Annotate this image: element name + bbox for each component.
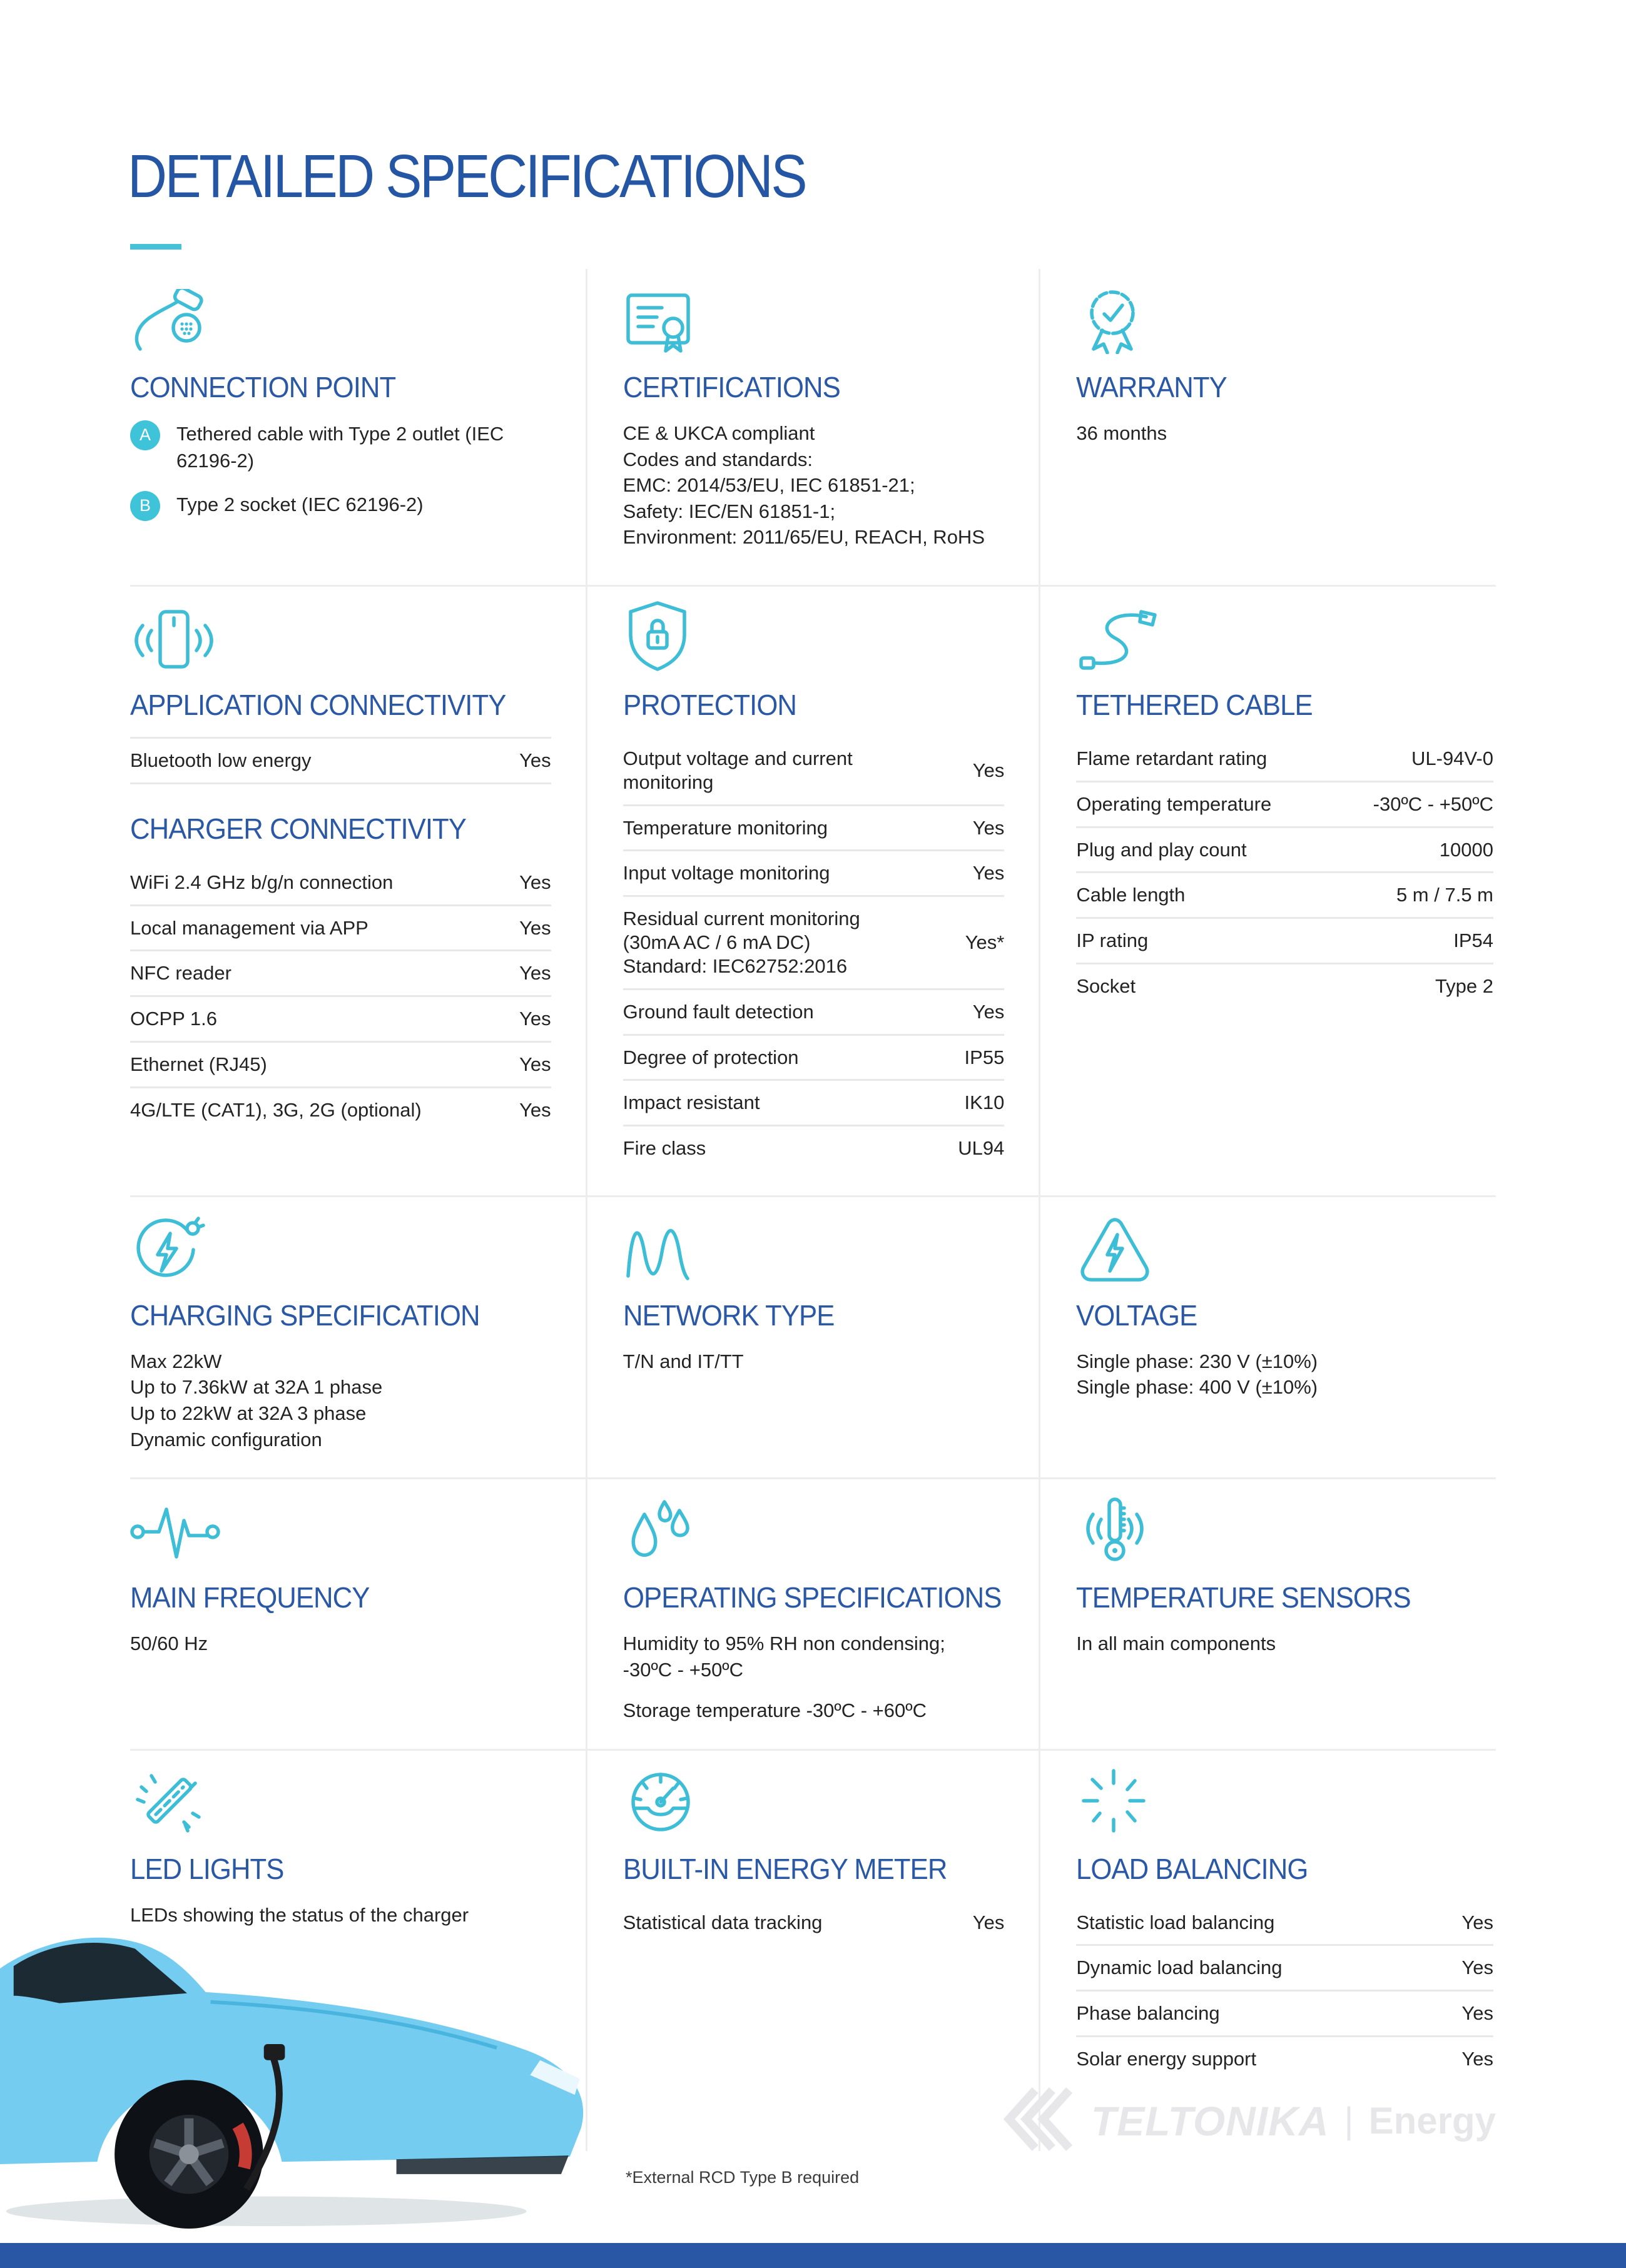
band-2 xyxy=(130,585,1496,1195)
band-3 xyxy=(130,1195,1496,1477)
spec-value: -30ºC - +50ºC xyxy=(1373,792,1493,815)
section-heading: BUILT-IN ENERGY METER xyxy=(622,1852,947,1885)
spec-label: Bluetooth low energy xyxy=(130,749,312,771)
cert-line: EMC: 2014/53/EU, IEC 61851-21; xyxy=(622,474,915,497)
spec-label: IP rating xyxy=(1076,929,1149,952)
spec-value: Yes xyxy=(972,862,1005,884)
application-connectivity-rows xyxy=(130,737,551,784)
section-heading: WARRANTY xyxy=(1076,371,1227,403)
energy-meter-rows xyxy=(623,1901,1005,1945)
section-connection-point xyxy=(130,269,586,585)
spec-label: Flame retardant rating xyxy=(1076,747,1268,769)
voltage-line: Single phase: 230 V (±10%) xyxy=(1076,1350,1318,1372)
cert-line: Safety: IEC/EN 61851-1; xyxy=(622,500,836,522)
spec-label-main: Residual current monitoring (30mA AC / 6 mA DC) xyxy=(622,908,860,954)
spec-label: 4G/LTE (CAT1), 3G, 2G (optional) xyxy=(130,1098,422,1121)
spec-row xyxy=(623,804,1005,850)
band-1 xyxy=(130,269,1496,585)
spec-label-sub: Standard: IEC62752:2016 xyxy=(622,954,848,977)
section-heading: TEMPERATURE SENSORS xyxy=(1076,1581,1411,1614)
certificate-icon xyxy=(623,286,1005,354)
pulse-icon xyxy=(130,1497,551,1564)
section-heading: CHARGING SPECIFICATION xyxy=(130,1299,480,1332)
spec-label: Impact resistant xyxy=(622,1091,760,1114)
spec-value: 5 m / 7.5 m xyxy=(1396,884,1493,906)
spec-row xyxy=(130,904,551,950)
spec-row xyxy=(1076,826,1493,872)
spec-label: Socket xyxy=(1076,975,1136,998)
cert-line: CE & UKCA compliant xyxy=(622,422,815,444)
voltage-triangle-icon xyxy=(1076,1215,1493,1282)
section-warranty xyxy=(1040,269,1496,585)
spec-value: UL-94V-0 xyxy=(1411,747,1493,769)
section-heading: NETWORK TYPE xyxy=(622,1299,835,1332)
spec-value: Yes xyxy=(1461,2048,1493,2070)
network-type-text: T/N and IT/TT xyxy=(622,1350,744,1372)
spec-value: Yes xyxy=(519,962,551,985)
spec-value: IP54 xyxy=(1453,929,1493,952)
spec-value: Yes xyxy=(519,1098,551,1121)
spec-value: Yes xyxy=(1461,1957,1493,1979)
operating-spec-lines xyxy=(623,1631,1005,1724)
section-heading: LOAD BALANCING xyxy=(1076,1852,1308,1885)
spec-row xyxy=(623,1079,1005,1125)
spec-label xyxy=(623,907,913,978)
spec-row xyxy=(130,949,551,995)
spec-value: Type 2 xyxy=(1435,975,1493,998)
section-heading-charger-connectivity: CHARGER CONNECTIVITY xyxy=(130,812,467,845)
section-built-in-energy-meter xyxy=(586,1751,1041,2151)
spec-value: Yes xyxy=(1461,1911,1493,1933)
spec-row xyxy=(130,1041,551,1086)
section-heading: VOLTAGE xyxy=(1076,1299,1197,1332)
spec-label: Degree of protection xyxy=(622,1046,799,1068)
thermometer-signal-icon xyxy=(1076,1497,1493,1564)
certifications-lines xyxy=(623,420,1005,550)
brand-suffix: Energy xyxy=(1368,2100,1496,2142)
section-heading: TETHERED CABLE xyxy=(1076,689,1313,721)
spec-label: NFC reader xyxy=(130,962,231,985)
spec-label: Statistical data tracking xyxy=(622,1911,823,1933)
spec-row xyxy=(130,861,551,904)
spec-row xyxy=(130,737,551,784)
section-heading: MAIN FREQUENCY xyxy=(130,1581,370,1614)
spec-value: IK10 xyxy=(964,1091,1005,1114)
section-application-connectivity xyxy=(130,587,586,1195)
spec-label: Phase balancing xyxy=(1076,2002,1220,2025)
section-network-type xyxy=(586,1197,1041,1477)
led-lights-text: LEDs showing the status of the charger xyxy=(130,1903,469,1926)
spec-row xyxy=(1076,917,1493,963)
main-frequency-text: 50/60 Hz xyxy=(130,1633,208,1655)
spec-value: IP55 xyxy=(964,1046,1005,1068)
charging-line: Up to 22kW at 32A 3 phase xyxy=(130,1402,367,1424)
phone-vibration-icon xyxy=(130,604,551,672)
spec-value: Yes xyxy=(519,871,551,893)
section-certifications xyxy=(586,269,1041,585)
charging-line: Max 22kW xyxy=(130,1350,222,1372)
section-heading: CERTIFICATIONS xyxy=(622,371,840,403)
spec-row xyxy=(623,1034,1005,1080)
spec-label: Plug and play count xyxy=(1076,838,1247,861)
spec-row xyxy=(130,1086,551,1132)
protection-rows xyxy=(623,737,1005,1170)
section-heading: LED LIGHTS xyxy=(130,1852,284,1885)
spec-row xyxy=(1076,871,1493,917)
connection-item-b xyxy=(130,491,551,521)
spec-label: OCPP 1.6 xyxy=(130,1008,218,1030)
section-charging-specification xyxy=(130,1197,586,1477)
storage-temperature-line: Storage temperature -30ºC - +60ºC xyxy=(622,1699,927,1722)
spec-row xyxy=(623,988,1005,1034)
voltage-line: Single phase: 400 V (±10%) xyxy=(1076,1376,1318,1399)
spec-row xyxy=(623,1125,1005,1170)
spec-row xyxy=(623,849,1005,895)
spec-row xyxy=(1076,1901,1493,1945)
spec-row xyxy=(1076,2035,1493,2081)
operating-line: Humidity to 95% RH non condensing; xyxy=(622,1633,945,1655)
section-protection xyxy=(586,587,1041,1195)
spec-row xyxy=(130,995,551,1041)
spec-value: Yes xyxy=(972,759,1005,781)
burst-icon xyxy=(1076,1768,1493,1836)
spec-value: Yes xyxy=(519,1008,551,1030)
brand-divider: | xyxy=(1344,2100,1354,2141)
cert-line: Environment: 2011/65/EU, REACH, RoHS xyxy=(622,526,985,549)
spec-value: UL94 xyxy=(958,1137,1005,1160)
charging-spec-lines xyxy=(130,1349,551,1452)
spec-row xyxy=(1076,963,1493,1008)
bolt-circle-icon xyxy=(130,1215,551,1282)
spec-value: Yes xyxy=(1461,2002,1493,2025)
page-title: DETAILED SPECIFICATIONS xyxy=(128,142,806,210)
connection-item-text: Type 2 socket (IEC 62196-2) xyxy=(176,493,424,515)
spec-label: Operating temperature xyxy=(1076,792,1272,815)
spec-row xyxy=(1076,737,1493,781)
spec-value: Yes xyxy=(972,1000,1005,1023)
section-temperature-sensors xyxy=(1040,1479,1496,1749)
car-image xyxy=(0,1849,619,2237)
spec-label: Ethernet (RJ45) xyxy=(130,1053,267,1076)
spec-label: Ground fault detection xyxy=(622,1000,814,1023)
section-tethered-cable xyxy=(1040,587,1496,1195)
cert-line: Codes and standards: xyxy=(622,448,813,470)
spec-row xyxy=(1076,781,1493,826)
spec-label: Fire class xyxy=(622,1137,706,1160)
spec-label: Cable length xyxy=(1076,884,1186,906)
shield-lock-icon xyxy=(623,604,1005,672)
title-underline xyxy=(130,244,181,250)
voltage-lines xyxy=(1076,1349,1493,1400)
section-main-frequency xyxy=(130,1479,586,1749)
spec-row xyxy=(1076,1990,1493,2035)
spec-value: Yes xyxy=(519,1053,551,1076)
sine-wave-icon xyxy=(623,1215,1005,1282)
tethered-cable-rows xyxy=(1076,737,1493,1008)
warranty-text: 36 months xyxy=(1076,422,1167,444)
section-heading: CONNECTION POINT xyxy=(130,371,396,403)
brand-logo xyxy=(1002,2087,1496,2155)
footer-bar xyxy=(0,2243,1626,2268)
cable-icon xyxy=(1076,604,1493,672)
spec-value: Yes* xyxy=(965,931,1005,954)
spec-value: Yes xyxy=(519,749,551,771)
charger-connectivity-rows xyxy=(130,861,551,1132)
spec-value: Yes xyxy=(972,1911,1005,1933)
connection-item-a xyxy=(130,420,551,475)
section-operating-specifications xyxy=(586,1479,1041,1749)
badge-a: A xyxy=(130,420,160,450)
gauge-icon xyxy=(623,1768,1005,1836)
led-strip-icon xyxy=(130,1768,551,1836)
spec-value: 10000 xyxy=(1439,838,1493,861)
spec-row xyxy=(623,737,1005,804)
spec-label: WiFi 2.4 GHz b/g/n connection xyxy=(130,871,394,893)
section-heading: APPLICATION CONNECTIVITY xyxy=(130,689,506,721)
section-heading: PROTECTION xyxy=(622,689,796,721)
spec-value: Yes xyxy=(519,916,551,939)
rosette-check-icon xyxy=(1076,286,1493,354)
spec-row xyxy=(1076,1944,1493,1990)
spec-label: Statistic load balancing xyxy=(1076,1911,1275,1933)
brand-name: TELTONIKA xyxy=(1090,2097,1329,2144)
band-4 xyxy=(130,1477,1496,1749)
spec-label: Output voltage and current monitoring xyxy=(622,747,853,793)
charging-line: Up to 7.36kW at 32A 1 phase xyxy=(130,1376,383,1399)
ev-plug-icon xyxy=(130,286,551,354)
droplets-icon xyxy=(623,1497,1005,1564)
temperature-sensors-text: In all main components xyxy=(1076,1633,1276,1655)
charging-line: Dynamic configuration xyxy=(130,1428,322,1450)
spec-label: Local management via APP xyxy=(130,916,368,939)
spec-label: Solar energy support xyxy=(1076,2048,1257,2070)
spec-row xyxy=(623,1901,1005,1945)
load-balancing-rows xyxy=(1076,1901,1493,2081)
spec-label: Input voltage monitoring xyxy=(622,862,830,884)
teltonika-chevrons-icon xyxy=(1002,2087,1076,2155)
badge-b: B xyxy=(130,491,160,521)
spec-row-residual xyxy=(623,895,1005,988)
section-heading: OPERATING SPECIFICATIONS xyxy=(622,1581,1002,1614)
spec-label: Temperature monitoring xyxy=(622,816,828,839)
section-voltage xyxy=(1040,1197,1496,1477)
spec-value: Yes xyxy=(972,816,1005,839)
spec-label: Dynamic load balancing xyxy=(1076,1957,1283,1979)
footnote: *External RCD Type B required xyxy=(626,2168,860,2187)
operating-line: -30ºC - +50ºC xyxy=(622,1658,744,1681)
connection-item-text: Tethered cable with Type 2 outlet (IEC 62196-2) xyxy=(176,423,504,472)
